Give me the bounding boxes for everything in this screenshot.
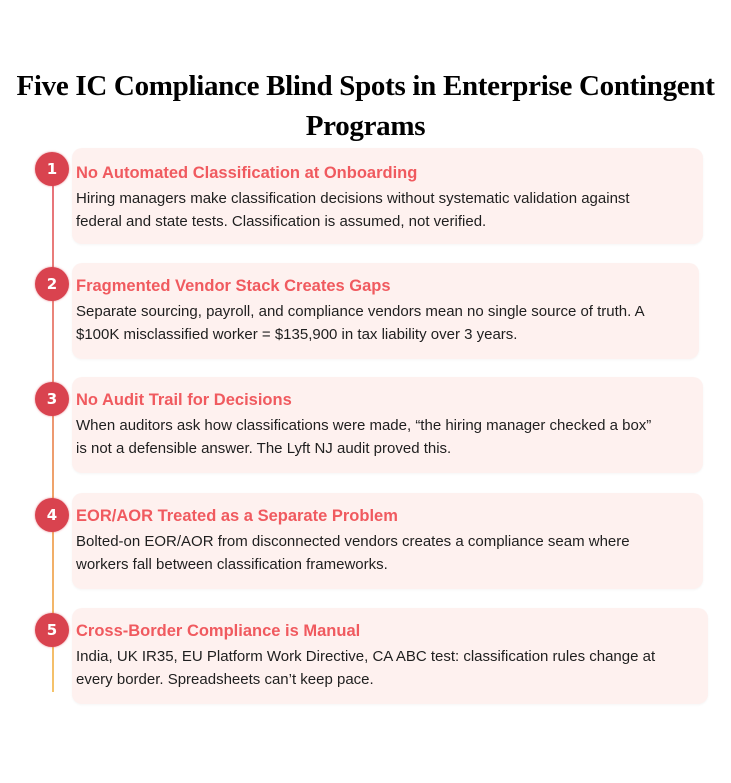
card-description-line-2: $100K misclassified worker = $135,900 in tax liability over 3 years. [76, 326, 518, 343]
card-description-line-1: Separate sourcing, payroll, and compliance vendors mean no single source of truth. A [76, 303, 645, 320]
card [72, 377, 703, 473]
card-description-line-1: Hiring managers make classification decisions without systematic validation against [76, 190, 630, 207]
card-description-line-2: workers fall between classification frameworks. [76, 556, 388, 573]
card-description [76, 414, 651, 460]
card-description-line-1: India, UK IR35, EU Platform Work Directive, CA ABC test: classification rules change at [76, 648, 656, 665]
card-description-line-2: every border. Spreadsheets can’t keep pace. [76, 671, 374, 688]
card-description [76, 187, 630, 233]
card-description-line-1: When auditors ask how classifications were made, “the hiring manager checked a box” [76, 417, 652, 434]
card-heading: Cross-Border Compliance is Manual [76, 622, 361, 640]
card-heading: No Automated Classification at Onboarding [76, 164, 418, 182]
step-number-badge: 4 [35, 498, 69, 532]
card-description [76, 530, 630, 576]
step-number-badge: 5 [35, 613, 69, 647]
title-line-1: Five IC Compliance Blind Spots in Enterprise Contingent [16, 70, 715, 102]
card-description-line-1: Bolted-on EOR/AOR from disconnected vendors creates a compliance seam where [76, 533, 630, 550]
card-heading: No Audit Trail for Decisions [76, 391, 292, 409]
title-line-2: Programs [305, 110, 426, 142]
page-title [0, 66, 731, 146]
step-number-badge: 1 [35, 152, 69, 186]
step-number-badge: 2 [35, 267, 69, 301]
step-number-badge: 3 [35, 382, 69, 416]
card-heading: EOR/AOR Treated as a Separate Problem [76, 507, 398, 525]
card [72, 148, 703, 244]
card [72, 493, 703, 589]
card-description [76, 645, 655, 691]
card-heading: Fragmented Vendor Stack Creates Gaps [76, 277, 391, 295]
card-description-line-2: is not a defensible answer. The Lyft NJ audit proved this. [76, 440, 452, 457]
card [72, 608, 708, 704]
card-description-line-2: federal and state tests. Classification is assumed, not verified. [76, 213, 487, 230]
card-description [76, 300, 645, 346]
card [72, 263, 699, 359]
